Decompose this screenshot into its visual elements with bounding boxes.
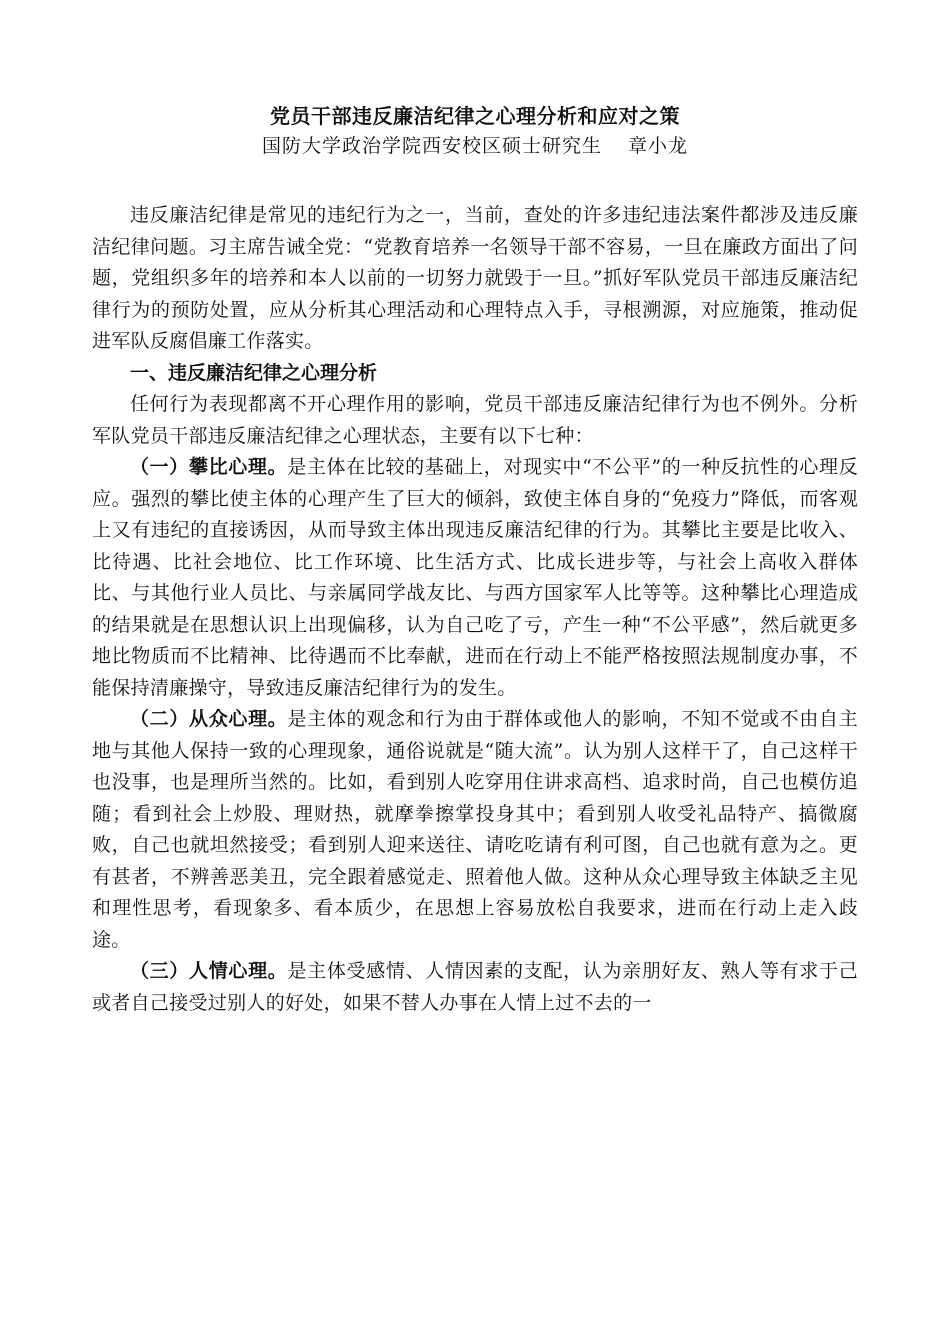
document-title: 党员干部违反廉洁纪律之心理分析和应对之策 [270, 104, 680, 128]
section-intro-paragraph: 任何行为表现都离不开心理作用的影响，党员干部违反廉洁纪律行为也不例外。分析军队党员干部违反廉洁纪律之心理状态，主要有以下七种： [92, 393, 858, 447]
item-text: 是主体受感情、人情因素的支配，认为亲朋好友、熟人等有求于己或者自己接受过别人的好处，如果不替人办事在人情上过不去的一 [92, 960, 859, 1014]
author-name: 章小龙 [628, 135, 689, 157]
item-lead: （二）从众心理。 [130, 708, 288, 730]
document-page [92, 100, 858, 1019]
item-paragraph-favor [92, 956, 858, 1019]
section-heading: 一、违反廉洁纪律之心理分析 [130, 361, 378, 384]
intro-paragraph: 违反廉洁纪律是常见的违纪行为之一，当前，查处的许多违纪违法案件都涉及违反廉洁纪律问题。习主席告诫全党：“党教育培养一名领导干部不容易，一旦在廉政方面出了问题，党组织多年的培养和本人以前的一切努力就毁于一旦。”抓好军队党员干部违反廉洁纪律行为的预防处置，应从分析其心理活动和心理特点入手，寻根溯源，对应施策，推动促进军队反腐倡廉工作落实。 [92, 204, 858, 352]
author-affiliation: 国防大学政治学院西安校区硕士研究生 [261, 135, 602, 157]
item-paragraph-conformity [92, 704, 858, 956]
item-lead: （三）人情心理。 [130, 960, 288, 982]
item-paragraph-comparison [92, 452, 858, 704]
item-text: 是主体在比较的基础上，对现实中“不公平”的一种反抗性的心理反应。强烈的攀比使主体的心理产生了巨大的倾斜，致使主体自身的“免疫力”降低，而客观上又有违纪的直接诱因，从而导致主体出现违反廉洁纪律的行为。其攀比主要是比收入、比待遇、比社会地位、比工作环境、比生活方式、比成长进步等，与社会上高收入群体比、与其他行业人员比、与亲属同学战友比、与西方国家军人比等等。这种攀比心理造成的结果就是在思想认识上出现偏移，认为自己吃了亏，产生一种“不公平感”，然后就更多地比物质而不比精神、比待遇而不比奉献，进而在行动上不能严格按照法规制度办事，不能保持清廉操守，导致违反廉洁纪律行为的发生。 [92, 456, 858, 699]
byline [92, 132, 858, 160]
item-text: 是主体的观念和行为由于群体或他人的影响，不知不觉或不由自主地与其他人保持一致的心理现象，通俗说就是“随大流”。认为别人这样干了，自己这样干也没事，也是理所当然的。比如，看到别人吃穿用住讲求高档、追求时尚，自己也模仿追随；看到社会上炒股、理财热，就摩拳擦掌投身其中；看到别人收受礼品特产、搞微腐败，自己也就坦然接受；看到别人迎来送往、请吃吃请有利可图，自己也就有意为之。更有甚者，不辨善恶美丑，完全跟着感觉走、照着他人做。这种从众心理导致主体缺乏主见和理性思考，看现象多、看本质少，在思想上容易放松自我要求，进而在行动上走入歧途。 [92, 708, 859, 951]
item-lead: （一）攀比心理。 [130, 456, 288, 478]
